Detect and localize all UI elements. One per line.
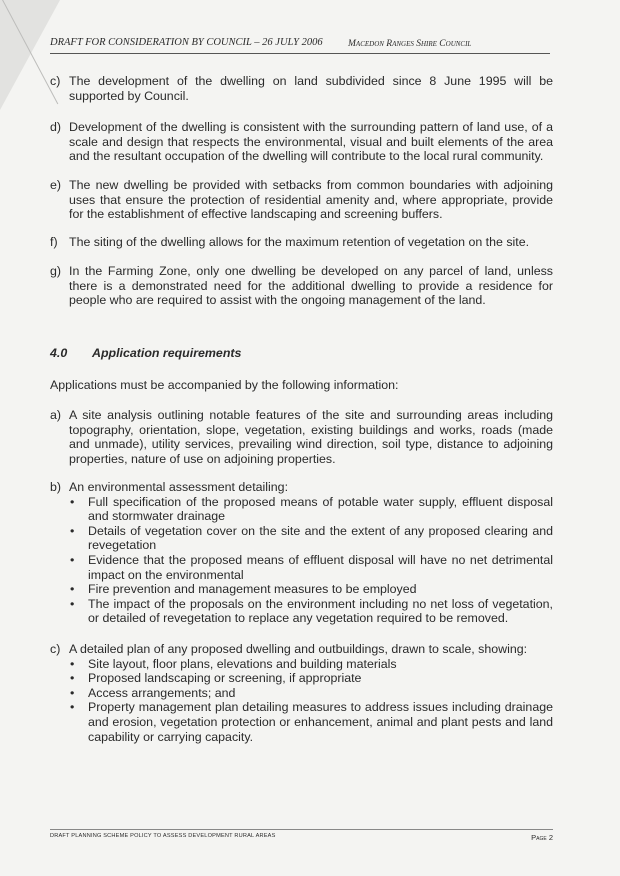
page-header [50, 37, 550, 54]
list-marker: b) [50, 480, 62, 494]
bullet-glyph: • [70, 494, 75, 509]
bullet-item [69, 495, 553, 524]
bullet-text: Proposed landscaping or screening, if appropriate [88, 671, 362, 686]
page-footer [50, 829, 553, 844]
list-item-text: A detailed plan of any proposed dwelling and outbuildings, drawn to scale, showing: [69, 642, 528, 656]
bullet-item [69, 582, 553, 597]
requirement-a [50, 408, 553, 466]
bullet-text: Property management plan detailing measures to address issues including drainage and erosion, vegetation protection or enhancement, animal and plant pests and land capability or carrying capacity. [88, 700, 553, 744]
list-item-d [50, 120, 553, 164]
section-intro: Applications must be accompanied by the following information: [50, 378, 399, 392]
list-item-text: Development of the dwelling is consistent with the surrounding pattern of land use, of a scale and design that respects the environmental, visual and built elements of the area and the resultant occupation of the dwelling will contribute to the local rural community. [69, 120, 553, 164]
bullet-glyph: • [70, 700, 75, 715]
bullet-item [69, 553, 553, 582]
list-item-f [50, 235, 553, 250]
list-item-text: A site analysis outlining notable features of the site and surrounding areas including topography, orientation, slope, vegetation, existing buildings and works, roads (made and unmade), utility services, prevailing wind direction, soil type, distance to adjoining properties, nature of use on adjoining properties. [69, 408, 553, 466]
list-item-text: The development of the dwelling on land subdivided since 8 June 1995 will be supported by Council. [69, 74, 553, 103]
list-item-text: The siting of the dwelling allows for the maximum retention of vegetation on the site. [69, 235, 530, 249]
requirement-c [50, 642, 553, 744]
list-marker: d) [50, 120, 62, 134]
bullet-text: Access arrangements; and [88, 685, 236, 700]
list-item-c [50, 74, 553, 103]
bullet-glyph: • [70, 596, 75, 611]
bullet-item [69, 671, 553, 686]
list-item-text: An environmental assessment detailing: [69, 480, 289, 494]
bullet-glyph: • [70, 656, 75, 671]
list-item-g [50, 264, 553, 308]
section-title: Application requirements [92, 346, 242, 360]
header-draft-note: DRAFT FOR CONSIDERATION BY COUNCIL – 26 JULY 2006 [50, 37, 323, 48]
bullet-text: Site layout, floor plans, elevations and building materials [88, 656, 397, 671]
list-item-e [50, 178, 553, 222]
bullet-text: Evidence that the proposed means of effluent disposal will have no net detrimental impact on the environmental [88, 552, 553, 582]
bullet-text: Fire prevention and management measures to be employed [88, 582, 417, 597]
list-marker: f) [50, 235, 58, 249]
bullet-glyph: • [70, 685, 75, 700]
section-heading [50, 346, 241, 360]
bullet-item [69, 700, 553, 744]
list-marker: g) [50, 264, 62, 278]
list-marker: e) [50, 178, 62, 192]
footer-policy-title: DRAFT PLANNING SCHEME POLICY TO ASSESS DEVELOPMENT RURAL AREAS [50, 833, 276, 839]
page-number: Page 2 [531, 833, 553, 842]
bullet-list [69, 657, 553, 745]
bullet-item [69, 597, 553, 626]
bullet-glyph: • [70, 523, 75, 538]
bullet-glyph: • [70, 671, 75, 686]
bullet-item [69, 657, 553, 672]
bullet-list [69, 495, 553, 626]
bullet-item [69, 686, 553, 701]
section-number: 4.0 [50, 346, 68, 360]
header-council-name: Macedon Ranges Shire Council [348, 39, 472, 49]
list-item-text: The new dwelling be provided with setbacks from common boundaries with adjoining uses that ensure the protection of residential amenity and, where appropriate, provide for the establishment of effective landscaping and screening buffers. [69, 178, 553, 222]
bullet-item [69, 524, 553, 553]
requirement-b [50, 480, 553, 626]
list-marker: c) [50, 74, 61, 88]
bullet-glyph: • [70, 582, 75, 597]
bullet-text: Full specification of the proposed means of potable water supply, effluent disposal and stormwater drainage [88, 494, 553, 524]
bullet-text: Details of vegetation cover on the site and the extent of any proposed clearing and revegetation [88, 523, 553, 553]
list-marker: a) [50, 408, 62, 422]
list-item-text: In the Farming Zone, only one dwelling be developed on any parcel of land, unless there is a demonstrated need for the additional dwelling to provide a residence for people who are required to assist with the ongoing management of the land. [69, 264, 553, 308]
bullet-text: The impact of the proposals on the environment including no net loss of vegetation, or detailed of revegetation to replace any vegetation required to be removed. [88, 596, 553, 626]
list-marker: c) [50, 642, 61, 656]
bullet-glyph: • [70, 552, 75, 567]
